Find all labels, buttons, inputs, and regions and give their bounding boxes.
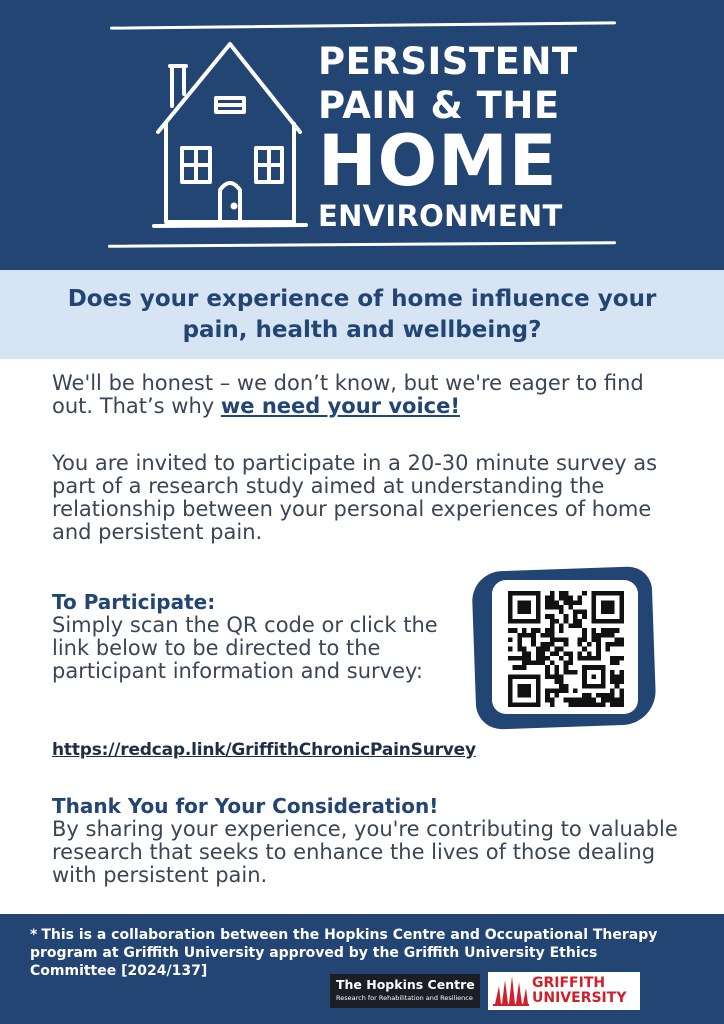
qr-module — [531, 637, 536, 642]
qr-module — [582, 610, 587, 615]
qr-module — [531, 633, 536, 638]
qr-module — [573, 670, 578, 675]
qr-module — [605, 642, 610, 647]
qr-module — [615, 656, 620, 661]
qr-module — [615, 698, 620, 703]
qr-module — [550, 619, 555, 624]
qr-module — [554, 605, 559, 610]
qr-module — [596, 656, 601, 661]
qr-module — [513, 628, 518, 633]
qr-module — [615, 642, 620, 647]
qr-module — [578, 702, 583, 707]
qr-module — [610, 688, 615, 693]
qr-module — [564, 614, 569, 619]
qr-module — [615, 702, 620, 707]
qr-module — [568, 600, 573, 605]
qr-module — [582, 656, 587, 661]
qr-module — [605, 693, 610, 698]
qr-module — [578, 619, 583, 624]
qr-module — [619, 702, 624, 707]
qr-module — [610, 679, 615, 684]
qr-module — [554, 651, 559, 656]
qr-module — [550, 628, 555, 633]
qr-module — [601, 698, 606, 703]
qr-module — [592, 698, 597, 703]
qr-module — [559, 605, 564, 610]
qr-module — [536, 628, 541, 633]
qr-module — [531, 661, 536, 666]
qr-module — [545, 614, 550, 619]
qr-module — [540, 661, 545, 666]
qr-module — [527, 651, 532, 656]
qr-module — [578, 642, 583, 647]
intro-text: We'll be honest – we don’t know, but we're eager to find out. That’s why — [52, 371, 644, 418]
qr-module — [545, 665, 550, 670]
qr-module — [587, 693, 592, 698]
qr-module — [554, 670, 559, 675]
qr-module — [592, 656, 597, 661]
qr-module — [545, 596, 550, 601]
qr-module — [550, 702, 555, 707]
qr-module — [578, 637, 583, 642]
qr-module — [550, 614, 555, 619]
qr-module — [522, 633, 527, 638]
qr-module — [559, 628, 564, 633]
voice-emphasis: we need your voice! — [220, 394, 460, 418]
qr-module — [619, 642, 624, 647]
qr-module — [587, 702, 592, 707]
hopkins-tagline: Research for Rehabilitation and Resilience — [336, 994, 473, 1002]
qr-module — [592, 628, 597, 633]
qr-module — [615, 637, 620, 642]
qr-module — [545, 693, 550, 698]
qr-module — [550, 600, 555, 605]
qr-module — [545, 628, 550, 633]
qr-module — [568, 670, 573, 675]
griffith-emblem-icon — [491, 974, 531, 1008]
qr-module — [578, 600, 583, 605]
qr-module — [573, 610, 578, 615]
qr-module — [559, 610, 564, 615]
qr-module — [531, 642, 536, 647]
qr-module — [540, 633, 545, 638]
qr-module — [550, 688, 555, 693]
qr-module — [522, 665, 527, 670]
qr-module — [564, 651, 569, 656]
qr-module — [578, 596, 583, 601]
qr-module — [554, 679, 559, 684]
qr-module — [540, 656, 545, 661]
qr-module — [559, 596, 564, 601]
qr-module — [582, 698, 587, 703]
qr-module — [568, 596, 573, 601]
hopkins-centre-logo — [330, 974, 480, 1008]
qr-module — [582, 633, 587, 638]
qr-module — [610, 628, 615, 633]
qr-module — [568, 656, 573, 661]
qr-module — [619, 698, 624, 703]
qr-module — [513, 665, 518, 670]
qr-module — [522, 661, 527, 666]
qr-module — [545, 670, 550, 675]
qr-module — [564, 600, 569, 605]
qr-module — [573, 688, 578, 693]
qr-module — [517, 665, 522, 670]
qr-module — [540, 651, 545, 656]
intro-paragraph — [52, 372, 682, 418]
footer — [0, 914, 724, 1024]
qr-module — [582, 647, 587, 652]
qr-module — [554, 600, 559, 605]
qr-module — [559, 688, 564, 693]
qr-module — [550, 675, 555, 680]
qr-module — [559, 623, 564, 628]
qr-module — [610, 656, 615, 661]
qr-module — [564, 684, 569, 689]
qr-module — [601, 693, 606, 698]
qr-module — [582, 702, 587, 707]
qr-module — [596, 651, 601, 656]
qr-module — [578, 656, 583, 661]
qr-module — [610, 642, 615, 647]
qr-module — [610, 633, 615, 638]
qr-module — [564, 591, 569, 596]
qr-module — [554, 665, 559, 670]
qr-module — [517, 642, 522, 647]
qr-module — [564, 596, 569, 601]
qr-module — [517, 647, 522, 652]
qr-module — [522, 628, 527, 633]
poster-title — [318, 40, 608, 234]
griffith-line-2: UNIVERSITY — [532, 990, 627, 1006]
thanks-text: By sharing your experience, you're contributing to valuable research that seeks to enhance the lives of those dealing with persistent pain. — [52, 817, 678, 887]
survey-link[interactable]: https://redcap.link/GriffithChronicPainSurvey — [52, 740, 476, 760]
qr-module — [540, 642, 545, 647]
qr-module — [522, 651, 527, 656]
qr-module — [615, 679, 620, 684]
qr-module — [615, 675, 620, 680]
qr-module — [573, 623, 578, 628]
title-line-4: ENVIRONMENT — [318, 199, 563, 233]
qr-module — [568, 623, 573, 628]
qr-module — [568, 698, 573, 703]
qr-module — [527, 633, 532, 638]
qr-module — [568, 661, 573, 666]
qr-module — [596, 647, 601, 652]
qr-module — [531, 628, 536, 633]
qr-module — [578, 623, 583, 628]
qr-module — [554, 637, 559, 642]
qr-module — [517, 637, 522, 642]
participate-text: Simply scan the QR code or click the link below to be directed to the participant information and survey: — [52, 613, 438, 683]
qr-module — [564, 698, 569, 703]
griffith-wordmark — [532, 976, 626, 1006]
qr-module — [545, 675, 550, 680]
header-top-rule — [110, 21, 616, 29]
qr-module — [527, 661, 532, 666]
qr-module — [559, 684, 564, 689]
qr-module — [587, 651, 592, 656]
qr-module — [619, 693, 624, 698]
qr-module — [559, 647, 564, 652]
qr-module — [554, 647, 559, 652]
qr-module — [536, 656, 541, 661]
title-line-3: HOME — [318, 120, 558, 202]
qr-module — [568, 605, 573, 610]
qr-module — [550, 651, 555, 656]
qr-module — [550, 633, 555, 638]
qr-module — [554, 688, 559, 693]
qr-module — [615, 684, 620, 689]
qr-code-icon[interactable] — [508, 591, 624, 707]
qr-module — [545, 688, 550, 693]
qr-module — [592, 633, 597, 638]
qr-module — [550, 661, 555, 666]
qr-module — [564, 665, 569, 670]
qr-module — [592, 637, 597, 642]
qr-module — [522, 656, 527, 661]
qr-module — [527, 656, 532, 661]
title-line-2: PAIN & THE — [318, 84, 560, 127]
qr-module — [559, 679, 564, 684]
qr-module — [587, 642, 592, 647]
qr-module — [615, 628, 620, 633]
qr-module — [550, 623, 555, 628]
qr-module — [559, 675, 564, 680]
qr-module — [605, 647, 610, 652]
qr-module — [550, 637, 555, 642]
qr-module — [517, 656, 522, 661]
qr-module — [605, 628, 610, 633]
qr-module — [564, 619, 569, 624]
qr-module — [582, 614, 587, 619]
qr-module — [601, 702, 606, 707]
qr-module — [554, 693, 559, 698]
qr-module — [550, 591, 555, 596]
qr-module — [578, 610, 583, 615]
qr-module — [573, 702, 578, 707]
qr-module — [536, 647, 541, 652]
qr-module — [545, 642, 550, 647]
qr-module — [601, 628, 606, 633]
griffith-line-1: GRIFFITH — [532, 975, 606, 991]
qr-module — [596, 693, 601, 698]
qr-module — [508, 628, 513, 633]
qr-module — [610, 702, 615, 707]
qr-module — [582, 637, 587, 642]
qr-module — [596, 642, 601, 647]
qr-module — [559, 656, 564, 661]
qr-module — [573, 619, 578, 624]
qr-module — [545, 656, 550, 661]
qr-module — [564, 642, 569, 647]
question-text: Does your experience of home influence your pain, health and wellbeing? — [67, 285, 657, 343]
qr-module — [564, 688, 569, 693]
qr-module — [513, 656, 518, 661]
qr-module — [545, 647, 550, 652]
hopkins-name: The Hopkins Centre — [336, 977, 475, 992]
qr-module — [619, 656, 624, 661]
question-band — [0, 270, 724, 359]
qr-module — [550, 698, 555, 703]
qr-module — [508, 656, 513, 661]
qr-module — [554, 675, 559, 680]
footer-note-text: This is a collaboration between the Hopkins Centre and Occupational Therapy program at Griffith University approved by the Griffith University Ethics Committee [2024/137] — [30, 927, 658, 979]
qr-module — [610, 675, 615, 680]
qr-module — [619, 688, 624, 693]
qr-module — [573, 614, 578, 619]
qr-module — [615, 661, 620, 666]
qr-module — [545, 633, 550, 638]
qr-module — [564, 637, 569, 642]
qr-module — [619, 637, 624, 642]
qr-module — [592, 702, 597, 707]
qr-module — [545, 698, 550, 703]
qr-module — [545, 600, 550, 605]
qr-module — [564, 670, 569, 675]
qr-module — [559, 637, 564, 642]
qr-module — [610, 693, 615, 698]
qr-module — [545, 605, 550, 610]
qr-module — [550, 605, 555, 610]
qr-module — [568, 651, 573, 656]
qr-module — [536, 651, 541, 656]
qr-module — [596, 637, 601, 642]
qr-module — [610, 698, 615, 703]
footnote-star: * — [30, 927, 38, 943]
participate-heading: To Participate: — [52, 590, 216, 614]
qr-module — [596, 633, 601, 638]
qr-module — [582, 628, 587, 633]
qr-module — [508, 637, 513, 642]
qr-module — [605, 633, 610, 638]
qr-module — [596, 702, 601, 707]
griffith-university-logo — [488, 972, 640, 1010]
qr-module — [517, 633, 522, 638]
qr-module — [601, 633, 606, 638]
qr-module — [587, 656, 592, 661]
qr-module — [587, 698, 592, 703]
header-bottom-rule — [108, 241, 616, 248]
qr-module — [554, 619, 559, 624]
qr-module — [568, 702, 573, 707]
qr-module — [610, 670, 615, 675]
qr-module — [550, 596, 555, 601]
qr-module — [508, 647, 513, 652]
qr-module — [610, 661, 615, 666]
qr-module — [582, 693, 587, 698]
qr-module — [573, 600, 578, 605]
qr-module — [605, 698, 610, 703]
header-banner — [0, 0, 724, 270]
invite-paragraph: You are invited to participate in a 20-30 minute survey as part of a research study aimed at understanding the relationship between your personal experiences of home and persistent pain. — [52, 451, 658, 544]
qr-module — [550, 642, 555, 647]
house-icon — [150, 36, 310, 236]
title-line-1: PERSISTENT — [318, 40, 578, 83]
qr-module — [582, 591, 587, 596]
qr-module — [559, 591, 564, 596]
qr-module — [536, 661, 541, 666]
qr-module — [573, 698, 578, 703]
qr-module — [564, 661, 569, 666]
qr-module — [578, 651, 583, 656]
qr-module — [540, 647, 545, 652]
qr-module — [619, 679, 624, 684]
qr-module — [619, 670, 624, 675]
thanks-heading: Thank You for Your Consideration! — [52, 794, 439, 818]
qr-module — [619, 675, 624, 680]
qr-module — [578, 698, 583, 703]
qr-module — [522, 647, 527, 652]
